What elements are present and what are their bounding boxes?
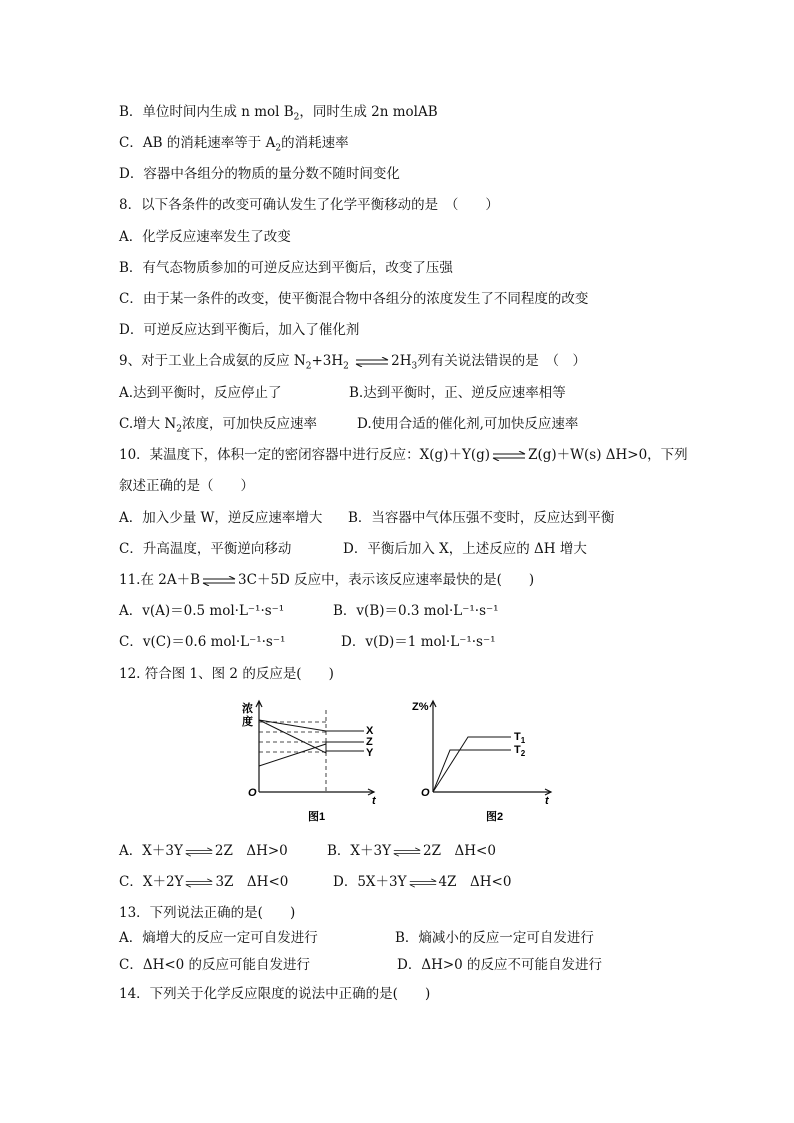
q13-stem: 13．下列说法正确的是( ) [119,905,296,921]
q7-option-d: D．容器中各组分的物质的量分数不随时间变化 [119,166,400,182]
equilibrium-arrow-icon [202,576,236,586]
fig2-series-label-t2: $T_2$ [514,744,526,758]
fig2-ylabel: Z% [412,701,429,713]
q8-option-c: C．由于某一条件的改变，使平衡混合物中各组分的浓度发生了不同程度的改变 [119,291,589,307]
q10-option-a: A．加入少量 W，逆反应速率增大 [119,510,323,526]
equilibrium-arrow-icon [393,847,421,857]
q13-option-c: C．ΔH<0 的反应可能自发进行 [119,957,311,973]
q12-option-c: C．X＋2Y 3Z ΔH<0 [119,874,289,890]
q12-option-a: A．X＋3Y 2Z ΔH>0 [119,843,288,859]
fig2-curve-t1 [433,737,511,792]
q9-stem: 9、对于工业上合成氨的反应 $N_2+3H_2$ $2H_3$列有关说法错误的是 （ ） [119,353,587,372]
q10-option-b: B．当容器中气体压强不变时，反应达到平衡 [348,510,615,526]
equilibrium-arrow-icon [492,451,526,461]
q8-option-b: B．有气态物质参加的可逆反应达到平衡后，改变了压强 [119,260,453,276]
q12-option-d: D．5X＋3Y 4Z ΔH<0 [333,874,512,890]
q9-option-a: A.达到平衡时，反应停止了 [119,385,282,401]
q7-option-c: C．AB 的消耗速率等于 $A_2$的消耗速率 [119,135,349,154]
fig1-origin: O [248,787,257,799]
q11-option-d: D．v(D)＝1 mol·L⁻¹·s⁻¹ [341,634,496,650]
fig1-series-label-y: Y [366,747,374,759]
fig1-curve-y [259,744,364,766]
q9-option-b: B.达到平衡时，正、逆反应速率相等 [349,385,566,401]
q8-option-a: A．化学反应速率发生了改变 [119,229,291,245]
fig1-curve-z [259,720,364,753]
fig1-xlabel: t [372,795,376,807]
q8-option-d: D．可逆反应达到平衡后，加入了催化剂 [119,322,360,338]
q13-option-d: D．ΔH>0 的反应不可能自发进行 [397,957,603,973]
q11-option-b: B．v(B)＝0.3 mol·L⁻¹·s⁻¹ [333,603,499,619]
q11-option-a: A．v(A)＝0.5 mol·L⁻¹·s⁻¹ [119,603,285,619]
q11-stem: 11.在 2A＋B 3C＋5D 反应中，表示该反应速率最快的是( ) [119,572,535,588]
q14-stem: 14．下列关于化学反应限度的说法中正确的是( ) [119,986,431,1002]
q10-stem: 10．某温度下，体积一定的密闭容器中进行反应：X(g)＋Y(g) Z(g)＋W(s) ΔH>0，下列 [119,447,688,463]
q10-option-d: D．平衡后加入 X，上述反应的 ΔH 增大 [343,541,587,557]
q13-option-b: B．熵减小的反应一定可自发进行 [395,930,594,946]
q9-option-c: C.增大 $N_2$浓度，可加快反应速率 [119,416,317,435]
equilibrium-arrow-icon [185,847,213,857]
q9-option-d: D.使用合适的催化剂,可加快反应速率 [357,416,579,432]
fig1-series-label-x: X [366,725,374,737]
q7-option-b: B．单位时间内生成 n mol $B_2$，同时生成 2n molAB [119,104,438,123]
q11-option-c: C．v(C)＝0.6 mol·L⁻¹·s⁻¹ [119,634,286,650]
fig2-xlabel: t [545,795,549,807]
figure-2-z-percent-graph [406,698,556,826]
fig1-series-label-z: Z [366,736,373,748]
fig2-curve-t2 [433,750,511,792]
q8-stem: 8．以下各条件的改变可确认发生了化学平衡移动的是 （ ） [119,197,499,213]
q12-option-b: B．X＋3Y 2Z ΔH<0 [327,843,496,859]
q10-option-c: C．升高温度，平衡逆向移动 [119,541,292,557]
fig2-caption: 图2 [486,811,504,823]
equilibrium-arrow-icon [185,878,213,888]
fig2-series-label-t1: $T_1$ [514,731,526,745]
figure-1-concentration-graph [234,698,384,826]
q13-option-a: A．熵增大的反应一定可自发进行 [119,930,318,946]
equilibrium-arrow-icon [409,878,437,888]
fig1-ylabel-top: 浓 [242,703,253,715]
q10-stem-continued: 叙述正确的是（ ） [119,478,254,494]
fig1-caption: 图1 [308,811,326,823]
q12-stem: 12. 符合图 1、图 2 的反应是( ) [119,666,334,682]
fig1-ylabel-bottom: 度 [242,716,253,728]
fig2-origin: O [421,787,430,799]
equilibrium-arrow-icon [355,357,389,367]
